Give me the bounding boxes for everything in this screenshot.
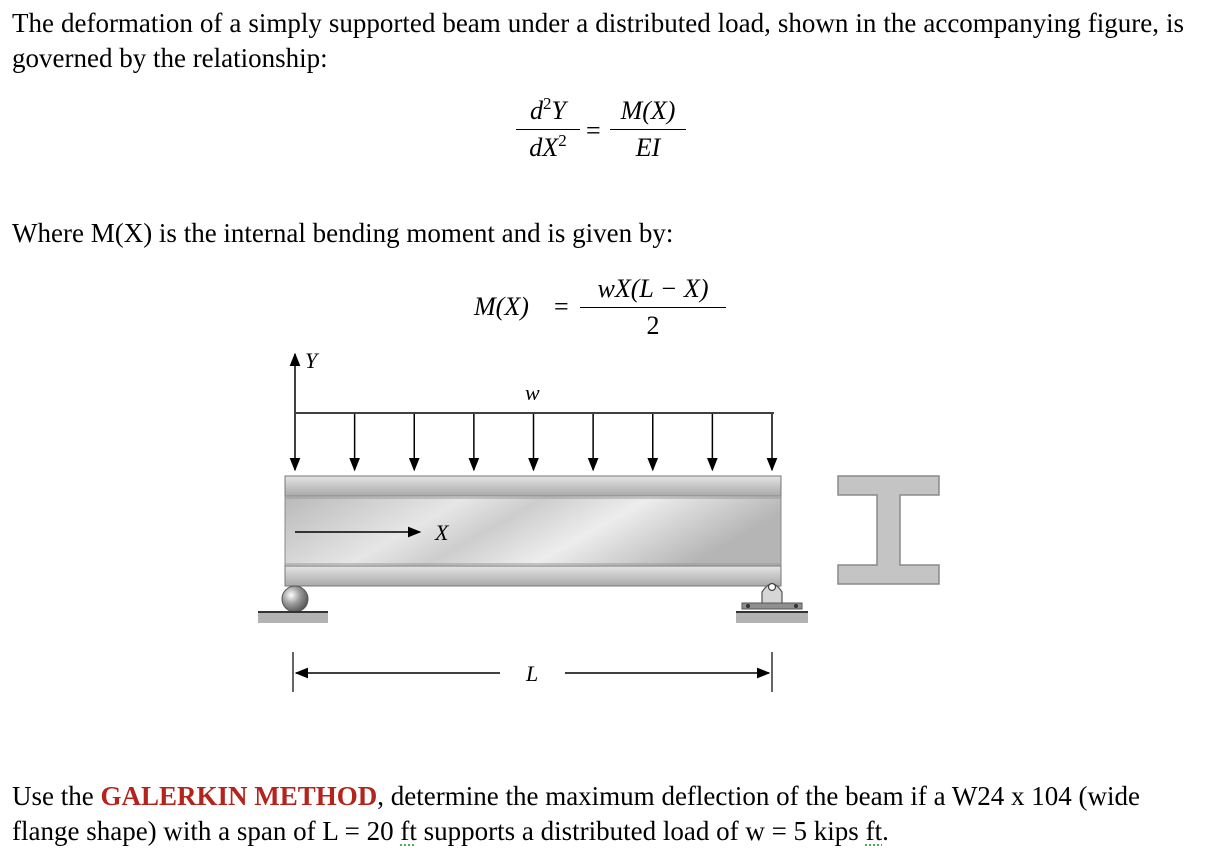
x-axis-label: X: [435, 520, 449, 545]
governing-equation: [516, 96, 696, 176]
method-highlight: GALERKIN METHOD: [100, 781, 378, 811]
roller-support: [258, 586, 328, 623]
load-label: w: [525, 380, 540, 405]
moment-equation: [474, 274, 734, 344]
unit-ft: ft: [865, 816, 883, 846]
equals-sign: =: [554, 292, 569, 321]
beam: [285, 476, 781, 586]
y-axis-label: Y: [305, 348, 318, 373]
beam-figure: [0, 340, 1206, 700]
moment-lhs: M(X): [474, 292, 529, 321]
moment-fraction: $\frac{wX(L - X)}{2}$: [580, 274, 726, 341]
equals-sign: =: [586, 116, 601, 145]
span-label: L: [526, 661, 539, 686]
problem-intro: The deformation of a simply supported beam under a distributed load, shown in the accompanying figure, is governed by the relationship:: [12, 8, 1184, 73]
moment-intro: Where M(X) is the internal bending moment and is given by:: [12, 218, 674, 248]
problem-task: Use the GALERKIN METHOD, determine the maximum deflection of the beam if a W24 x 104 (wide flange shape) with a span of L = 20 ft supports a distributed load of w = 5 kips ft.: [12, 781, 1141, 846]
pin-support: [736, 584, 808, 624]
lhs-fraction: $\frac{d^2Y}{dX^2}$: [516, 96, 580, 163]
cross-section: [838, 476, 939, 584]
load-arrows: [295, 414, 772, 470]
unit-ft: ft: [400, 816, 417, 846]
rhs-fraction: $\frac{M(X)}{EI}$: [610, 96, 686, 163]
